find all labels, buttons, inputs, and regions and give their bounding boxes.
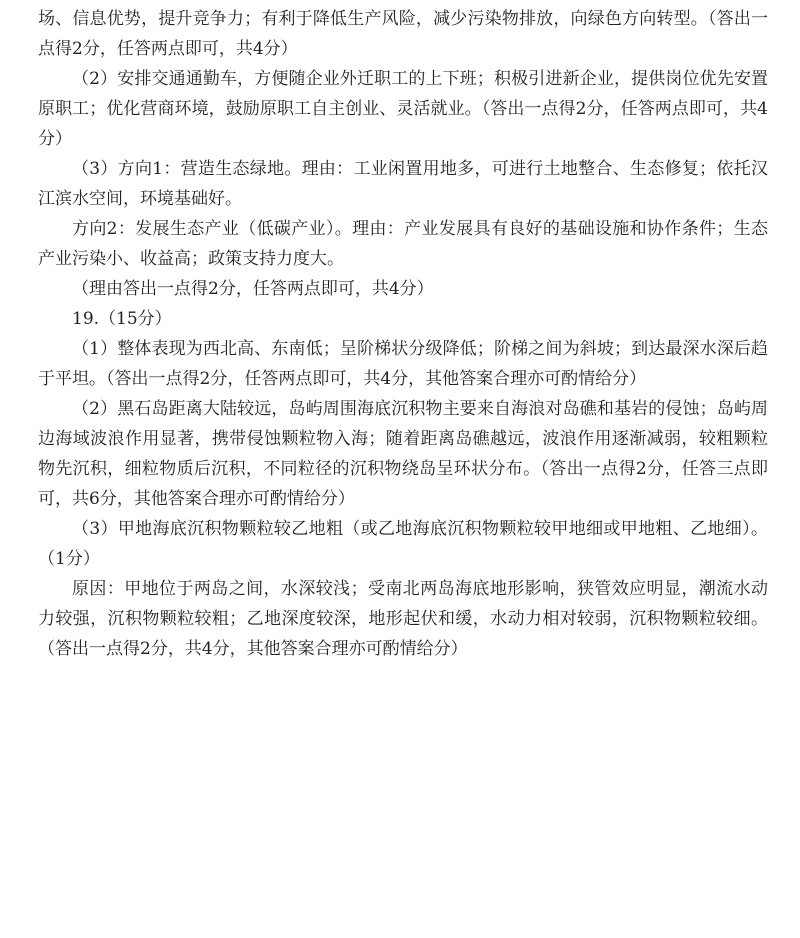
- paragraph-18-3-direction-1: （3）方向1：营造生态绿地。理由：工业闲置用地多，可进行土地整合、生态修复；依托汉江滨水空间，环境基础好。: [38, 159, 768, 209]
- paragraph-19-1: （1）整体表现为西北高、东南低；呈阶梯状分级降低；阶梯之间为斜坡；到达最深水深后趋于平坦。（答出一点得2分，任答两点即可，共4分，其他答案合理亦可酌情给分）: [38, 339, 768, 389]
- paragraph-18-3-direction-2: 方向2：发展生态产业（低碳产业）。理由：产业发展具有良好的基础设施和协作条件；生态产业污染小、收益高；政策支持力度大。: [38, 219, 768, 269]
- paragraph-18-3-scoring: （理由答出一点得2分，任答两点即可，共4分）: [72, 279, 434, 299]
- paragraph-19-3-reason: 原因：甲地位于两岛之间，水深较浅；受南北两岛海底地形影响，狭管效应明显，潮流水动力较强，沉积物颗粒较粗；乙地深度较深，地形起伏和缓，水动力相对较弱，沉积物颗粒较细。（答出一点得2分，共4分，其他答案合理亦可酌情给分）: [38, 579, 768, 659]
- answer-document: [38, 4, 768, 664]
- paragraph-continuation: 场、信息优势，提升竞争力；有利于降低生产风险，减少污染物排放，向绿色方向转型。（答出一点得2分，任答两点即可，共4分）: [38, 9, 768, 59]
- paragraph-18-2: （2）安排交通通勤车，方便随企业外迁职工的上下班；积极引进新企业，提供岗位优先安置原职工；优化营商环境，鼓励原职工自主创业、灵活就业。（答出一点得2分，任答两点即可，共4分）: [38, 69, 768, 149]
- question-19-heading: 19.（15分）: [72, 309, 172, 329]
- paragraph-19-2: （2）黑石岛距离大陆较远，岛屿周围海底沉积物主要来自海浪对岛礁和基岩的侵蚀；岛屿周边海域波浪作用显著，携带侵蚀颗粒物入海；随着距离岛礁越远，波浪作用逐渐减弱，较粗颗粒物先沉积，细粒物质后沉积，不同粒径的沉积物绕岛呈环状分布。（答出一点得2分，任答三点即可，共6分，其他答案合理亦可酌情给分）: [38, 399, 768, 509]
- paragraph-19-3: （3）甲地海底沉积物颗粒较乙地粗（或乙地海底沉积物颗粒较甲地细或甲地粗、乙地细）。（1分）: [38, 519, 768, 569]
